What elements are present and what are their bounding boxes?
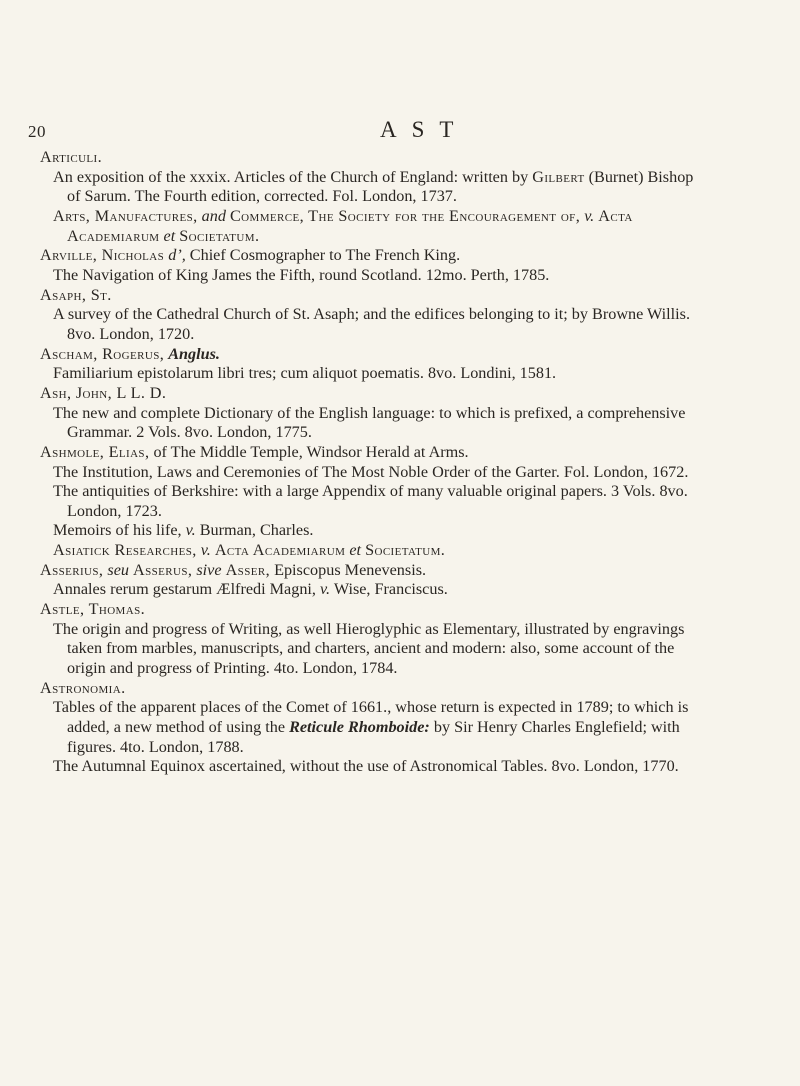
heading-text: Asaph, St. [40, 285, 112, 304]
heading-text-italic: and [201, 206, 226, 225]
author-name: Ash, John, L L. D. [40, 383, 167, 402]
entry-comet-tables [40, 698, 695, 757]
cross-reference-marker: v. [320, 580, 331, 599]
entry-origin-of-writing: The origin and progress of Writing, as well Hieroglyphic as Elementary, illustrated by engravings taken from marbles, manuscripts, and charters, ancient and modern: also, some account of the origin and progress of Printing. 4to. London, 1784. [53, 619, 685, 678]
author-name: Asserus, [133, 560, 193, 579]
heading-asserius [40, 561, 695, 581]
cross-reference-marker: v. [200, 541, 211, 560]
page-number: 20 [28, 122, 46, 141]
cross-reference-target: Societatum. [179, 226, 260, 245]
entry-text: by Sir Henry Charles Englefield; with figures. 4to. London, 1788. [67, 718, 680, 756]
heading-arville [40, 246, 695, 266]
cross-reference-target: Societatum. [365, 541, 446, 560]
heading-text: Asiatick Researches, [53, 541, 197, 560]
author-title: of The Middle Temple, Windsor Herald at Arms. [149, 442, 469, 461]
heading-astle [40, 600, 695, 620]
cross-reference-marker: v. [185, 521, 196, 540]
author-name: Astle, Thomas. [40, 600, 146, 619]
entry-text: (Burnet) Bishop of Sarum. The Fourth edition, corrected. Fol. London, 1737. [67, 167, 694, 206]
catalogue-text [40, 148, 695, 777]
entry-navigation-king-james: The Navigation of King James the Fifth, round Scotland. 12mo. Perth, 1785. [53, 265, 550, 284]
heading-text: Astronomia. [40, 678, 126, 697]
author-connector: seu [107, 560, 129, 579]
heading-text-italic: et [349, 541, 362, 560]
entry-author: Gilbert [532, 167, 585, 186]
heading-text: Arts, Manufactures, [53, 206, 198, 225]
entry-survey-st-asaph: A survey of the Cathedral Church of St. Asaph; and the edifices belonging to it; by Browne Willis. 8vo. London, 1720. [53, 305, 691, 343]
entry-text: Tables of the apparent places of the Comet of 1661., whose return is expected in 1789; to which is added, a new method of using the [53, 698, 689, 737]
author-title: Chief Cosmographer to The French King. [185, 246, 461, 265]
cross-reference-target: Acta Academiarum [214, 541, 346, 560]
author-name: Ashmole, Elias, [40, 442, 150, 461]
entry-text: Memoirs of his life, [53, 521, 182, 540]
cross-reference-target: Wise, Franciscus. [330, 580, 448, 599]
author-particle: d’, [168, 246, 186, 265]
entry-memoirs [40, 521, 695, 541]
entry-english-dictionary: The new and complete Dictionary of the English language: to which is prefixed, a comprehensive Grammar. 2 Vols. 8vo. London, 1775. [53, 403, 686, 442]
entry-antiquities-berkshire: The antiquities of Berkshire: with a large Appendix of many valuable original papers. 3 Vols. 8vo. London, 1723. [53, 482, 688, 520]
cross-reference-target: Burman, Charles. [195, 521, 314, 540]
cross-reference-target: Acta Academiarum [67, 206, 633, 245]
author-name: Asser, [225, 560, 271, 579]
heading-asaph [40, 286, 695, 306]
entry-autumnal-equinox: The Autumnal Equinox ascertained, without the use of Astronomical Tables. 8vo. London, 1770. [53, 757, 679, 776]
heading-ascham [40, 345, 695, 365]
entry-text: An exposition of the xxxix. Articles of the Church of England: written by [53, 167, 533, 186]
heading-text: Articuli. [40, 148, 103, 166]
author-connector: sive [196, 560, 222, 579]
entry-emphasis: Reticule Rhomboide: [289, 718, 430, 737]
author-title: Episcopus Menevensis. [270, 560, 427, 579]
entry-order-of-garter: The Institution, Laws and Ceremonies of The Most Noble Order of the Garter. Fol. London, 1672. [53, 462, 689, 481]
heading-articuli [40, 148, 695, 168]
author-nationality: Anglus. [168, 344, 220, 363]
heading-arts [40, 207, 695, 246]
heading-ashmole [40, 443, 695, 463]
author-name: Ascham, Rogerus, [40, 344, 165, 363]
entry-articles-exposition [40, 168, 695, 207]
author-name: Asserius, [40, 560, 104, 579]
heading-ash [40, 384, 695, 404]
author-name: Arville, Nicholas [40, 246, 165, 265]
running-head: AST [380, 117, 469, 142]
entry-text: Annales rerum gestarum Ælfredi Magni, [53, 580, 316, 599]
entry-familiarium-epistolarum: Familiarium epistolarum libri tres; cum aliquot poematis. 8vo. Londini, 1581. [53, 364, 557, 383]
heading-text: Commerce, The Society for the Encouragement of, [229, 206, 581, 225]
heading-asiatick [40, 541, 695, 561]
heading-astronomia [40, 679, 695, 699]
cross-reference-marker: v. [584, 206, 595, 225]
entry-annales-aelfredi [40, 580, 695, 600]
heading-text-italic: et [163, 226, 176, 245]
